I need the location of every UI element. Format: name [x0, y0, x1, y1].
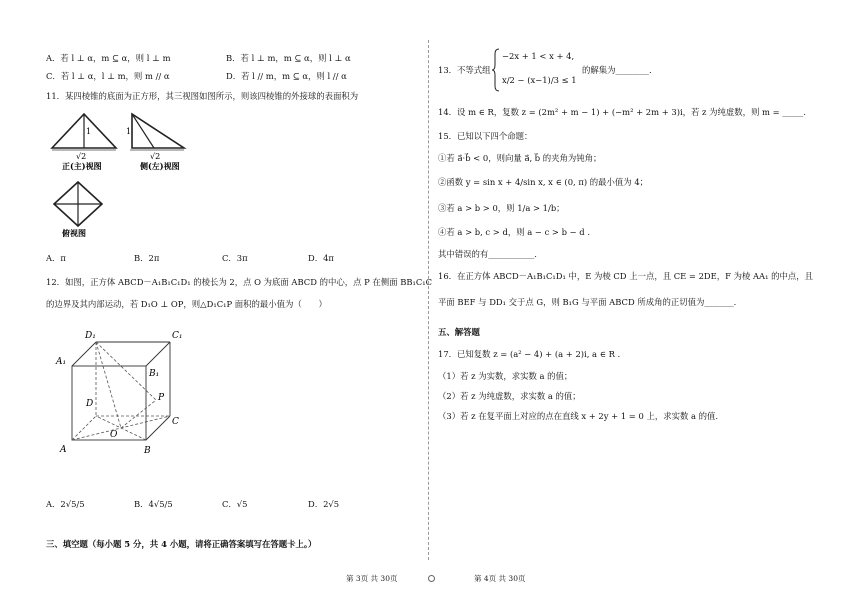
cube-label-P: P	[158, 393, 165, 403]
side-dim-1: 1	[126, 127, 132, 136]
q11-option-b: B．2π	[134, 253, 160, 263]
question-14: 14．设 m ∈ R，复数 z = (2m² + m − 1) + (−m² + 2m + 3)i，若 z 为纯虚数，则 m = _____.	[438, 107, 806, 117]
q12-option-b: B．4√5/5	[134, 499, 173, 509]
cube-label-A: A	[60, 445, 67, 455]
q15-prop-1: ①若 a⃗·b⃗ < 0，则向量 a⃗, b⃗ 的夹角为钝角；	[438, 153, 602, 163]
cube-label-C: C	[172, 417, 179, 427]
question-12-line2: 的边界及其内部运动，若 D₁O ⊥ OP，则△D₁C₁P 面积的最小值为（ ）	[46, 299, 327, 309]
question-16-line2: 平面 BEF 与 DD₁ 交于点 G，则 B₁G 与平面 ABCD 所成角的正切值为_______.	[438, 297, 737, 307]
question-17: 17．已知复数 z = (a² − 4) + (a + 2)i, a ∈ R .	[438, 349, 621, 359]
q15-prop-4: ④若 a > b, c > d，则 a − c > b − d .	[438, 227, 590, 237]
q15-prop-2: ②函数 y = sin x + 4/sin x, x ∈ (0, π) 的最小值为 4；	[438, 177, 649, 187]
top-view	[54, 182, 102, 238]
section-3-heading: 三、填空题（每小题 5 分，共 4 小题，请将正确答案填写在答题卡上。）	[46, 539, 317, 549]
question-13-lead: 13．不等式组	[438, 65, 491, 75]
q15-prop-3: ③若 a > b > 0，则 1/a > 1/b；	[438, 203, 565, 213]
q11-option-c: C．3π	[222, 253, 248, 263]
q13-inequality-2: x/2 − (x−1)/3 ≤ 1	[502, 75, 577, 85]
q15-answer-line: 其中错误的有___________.	[438, 249, 537, 259]
front-view	[52, 114, 116, 171]
binding-hole-icon	[428, 575, 435, 582]
front-view-label: 正(主)视图	[62, 161, 102, 171]
three-view-figure	[50, 110, 190, 238]
side-view-label: 侧(左)视图	[140, 161, 180, 171]
cube-label-D: D	[86, 399, 94, 409]
cube-label-C1: C₁	[172, 331, 183, 341]
cube-label-B: B	[144, 446, 151, 456]
question-11: 11．某四棱锥的底面为正方形，其三视图如图所示，则该四棱锥的外接球的表面积为	[46, 91, 359, 101]
option-a: A．若 l ⊥ α，m ⊆ α，则 l ⊥ m	[46, 53, 171, 63]
q11-option-a: A．π	[46, 253, 66, 263]
page-number-left: 第 3页 共 30页	[346, 574, 398, 583]
side-dim-sqrt2: √2	[150, 152, 161, 161]
q17-part-1: （1）若 z 为实数，求实数 a 的值；	[438, 371, 573, 381]
section-5-heading: 五、解答题	[438, 327, 480, 337]
q13-brace	[492, 48, 500, 92]
question-12-line1: 12．如图，正方体 ABCD－A₁B₁C₁D₁ 的棱长为 2，点 O 为底面 ABCD 的中心，点 P 在侧面 BB₁C₁C	[46, 277, 433, 287]
column-divider	[428, 40, 429, 560]
front-dim-1: 1	[86, 127, 92, 136]
cube-label-A1: A₁	[56, 357, 67, 367]
cube-label-B1: B₁	[149, 369, 160, 379]
q13-inequality-1: −2x + 1 < x + 4,	[502, 51, 575, 61]
top-view-label: 俯视图	[62, 228, 86, 238]
option-c: C．若 l ⊥ α，l ⊥ m，则 m // α	[46, 71, 170, 81]
q12-option-d: D．2√5	[308, 499, 340, 509]
option-d: D．若 l // m，m ⊆ α，则 l // α	[226, 71, 347, 81]
side-view	[126, 114, 184, 171]
q17-part-2: （2）若 z 为纯虚数，求实数 a 的值；	[438, 391, 581, 401]
q12-option-c: C．√5	[222, 499, 248, 509]
question-16-line1: 16．在正方体 ABCD－A₁B₁C₁D₁ 中，E 为棱 CD 上一点，且 CE = 2DE，F 为棱 AA₁ 的中点，且	[438, 271, 813, 281]
q11-option-d: D．4π	[308, 253, 334, 263]
page-number-right: 第 4页 共 30页	[474, 574, 526, 583]
q17-part-3: （3）若 z 在复平面上对应的点在直线 x + 2y + 1 = 0 上，求实数 a 的值.	[438, 411, 719, 421]
question-13-tail: 的解集为________.	[582, 65, 652, 75]
cube-label-O: O	[110, 430, 118, 440]
question-15: 15．已知以下四个命题：	[438, 131, 533, 141]
option-b: B．若 l ⊥ m，m ⊆ α，则 l ⊥ α	[226, 53, 351, 63]
cube-figure	[52, 326, 202, 460]
q12-option-a: A．2√5/5	[46, 499, 85, 509]
cube-label-D1: D₁	[85, 331, 96, 341]
front-dim-sqrt2: √2	[76, 152, 87, 161]
